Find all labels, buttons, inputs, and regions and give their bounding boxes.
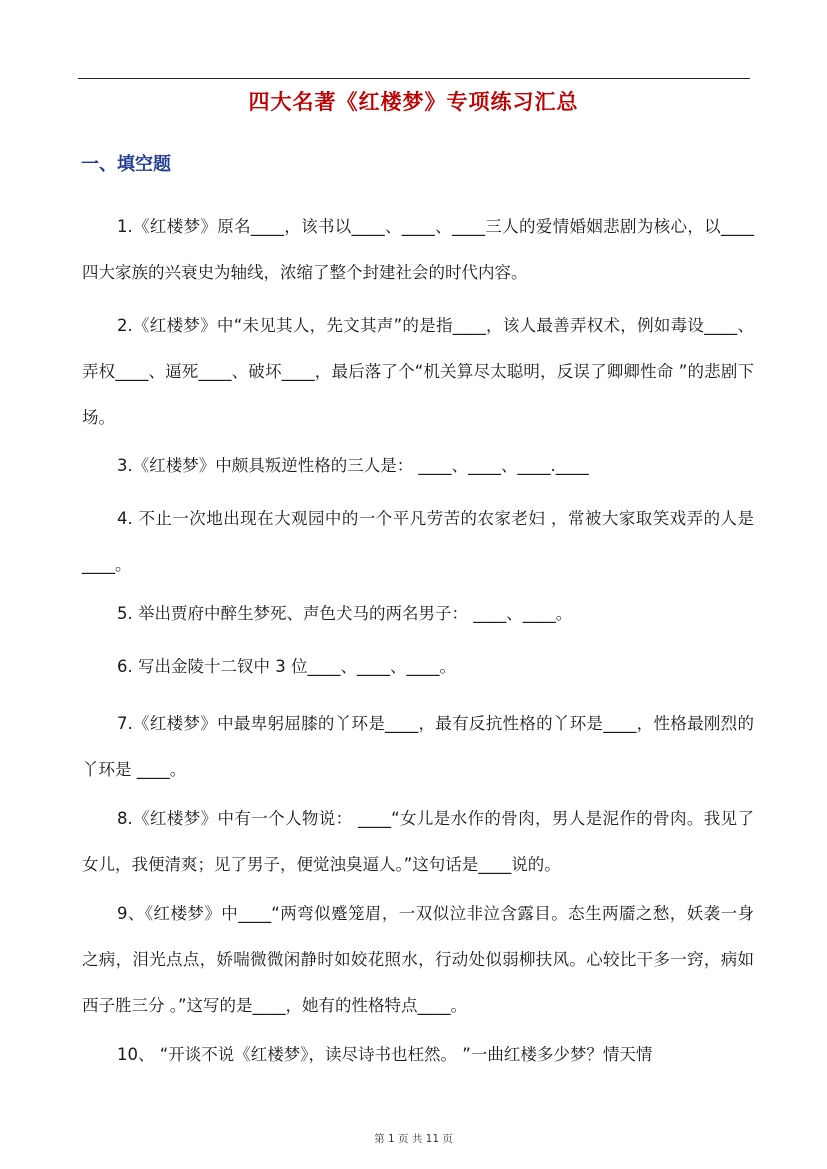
question-6: [82, 644, 754, 690]
question-text: 3.《红楼梦》中颇具叛逆性格的三人是： ____、____、____.____: [117, 456, 589, 475]
question-text: 10、 “开谈不说《红楼梦》，读尽诗书也枉然。 ”一曲红楼多少梦？情天情: [117, 1045, 653, 1064]
question-7: [82, 701, 754, 793]
question-9: [82, 891, 754, 1029]
question-2: [82, 303, 754, 441]
question-text: 7.《红楼梦》中最卑躬屈膝的丫环是____，最有反抗性格的丫环是____，性格最刚烈的丫环是 ____。: [82, 714, 754, 779]
question-text: 2.《红楼梦》中“未见其人，先文其声”的是指____，该人最善弄权术，例如毒设____、弄权____、逼死____、破坏____，最后落了个“机关算尽太聪明，反误了卿卿性命 ”的悲剧下场。: [82, 316, 754, 427]
header-rule: [78, 78, 750, 79]
question-text: 4. 不止一次地出现在大观园中的一个平凡劳苦的农家老妇 ，常被大家取笑戏弄的人是____。: [82, 509, 754, 574]
question-10: [82, 1032, 754, 1078]
question-1: [82, 204, 754, 296]
question-text: 1.《红楼梦》原名____，该书以____、____、____三人的爱情婚姻悲剧为核心，以____四大家族的兴衰史为轴线，浓缩了整个封建社会的时代内容。: [82, 217, 754, 282]
question-3: [82, 443, 754, 489]
question-5: [82, 591, 754, 637]
question-text: 5. 举出贾府中醉生梦死、声色犬马的两名男子： ____、____。: [117, 604, 573, 623]
question-text: 8.《红楼梦》中有一个人物说： ____“女儿是水作的骨肉，男人是泥作的骨肉。我见了女儿，我便清爽；见了男子，便觉浊臭逼人。”这句话是____说的。: [82, 809, 754, 874]
question-text: 9、《红楼梦》中____“两弯似蹙笼眉，一双似泣非泣含露目。态生两靥之愁，妖袭一身之病，泪光点点，娇喘微微闲静时如姣花照水，行动处似弱柳扶风。心较比干多一窍，病如西子胜三分 。”这写的是____，她有的性格特点____。: [82, 904, 754, 1015]
page-title: 四大名著《红楼梦》专项练习汇总: [248, 89, 579, 114]
page-footer: 第 1 页 共 11 页: [374, 1133, 453, 1145]
question-8: [82, 796, 754, 888]
question-4: [82, 496, 754, 588]
section-heading: 一、填空题: [81, 154, 171, 175]
question-text: 6. 写出金陵十二钗中 3 位____、____、____。: [117, 657, 456, 676]
